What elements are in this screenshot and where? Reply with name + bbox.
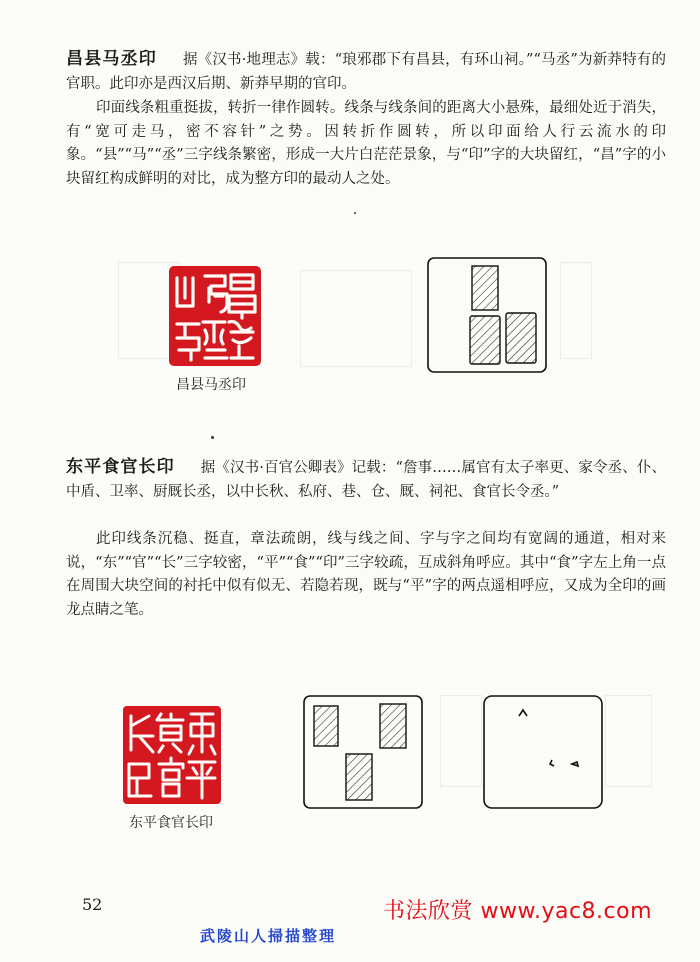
section2-p1-text: 据《汉书·百官公卿表》记载：“詹事……属官有太子率更、家令丞、仆、中盾、卫率、厨厩长丞，以中长秋、私府、巷、仓、厩、祠祀、食官长令丞。” (66, 460, 666, 500)
stray-dot (211, 436, 214, 439)
section1-p1-text: 据《汉书·地理志》载：“琅邪郡下有昌县，有环山祠。”“马丞”为新莽特有的官职。此印亦是西汉后期、新莽早期的官印。 (66, 52, 667, 92)
section1-caption: 昌县马丞印 (176, 377, 246, 393)
section2-caption: 东平食官长印 (129, 815, 213, 831)
section2-paragraph-2: 此印线条沉稳、挺直，章法疏朗，线与线之间、字与字之间均有宽阔的通道，相对来说，“东”“官”“长”三字较密，“平”“食”“印”三字较疏，互成斜角呼应。其中“食”字左上角一点在周围大块空间的衬托中似有似无、若隐若现，既与“平”字的两点遥相呼应，又成为全印的画龙点睛之笔。 (66, 531, 666, 618)
section2-title: 东平食官长印 (66, 457, 175, 477)
sketch-dot-shi (519, 710, 527, 716)
sketch-block-chang (472, 266, 498, 310)
stray-dot (354, 212, 356, 214)
sketch-dot-ping-right (572, 762, 578, 766)
site-watermark: 书法欣赏 www.yac8.com (383, 899, 653, 924)
sketch-block-yin-left (470, 316, 500, 364)
sketch-block-yin (314, 706, 338, 746)
section2-layout-sketch-blocks (300, 694, 426, 812)
page-number: 52 (82, 895, 103, 914)
section1-paragraph-1 (66, 48, 666, 96)
sketch-block-ping (380, 704, 406, 748)
section1-title: 昌县马丞印 (66, 49, 157, 69)
show-through-box (440, 695, 482, 787)
section2-paragraph-1 (66, 456, 666, 504)
show-through-box (560, 262, 592, 359)
show-through-box (300, 270, 412, 367)
sketch-frame (484, 696, 602, 808)
sketch-block-yin-right (506, 313, 536, 363)
section2-layout-sketch-dots (482, 694, 606, 812)
seal-dongping-shiguanzhang (123, 706, 221, 804)
section1-layout-sketch (426, 256, 548, 374)
show-through-box (605, 695, 652, 787)
seal-changxian-macheng (169, 266, 261, 366)
sketch-block-shi (346, 754, 372, 800)
section1-paragraph-2: 印面线条粗重挺拔，转折一律作圆转。线条与线条间的距离大小悬殊，最细处近于消失，有“宽可走马，密不容针”之势。因转折作圆转，所以印面给人行云流水的印象。“县”“马”“丞”三字线条繁密，形成一大片白茫茫景象，与“印”字的大块留红，“昌”字的小块留红构成鲜明的对比，成为整方印的最动人之处。 (66, 100, 666, 187)
sketch-dot-ping-left (550, 760, 554, 766)
scanner-watermark: 武陵山人掃描整理 (200, 927, 337, 945)
